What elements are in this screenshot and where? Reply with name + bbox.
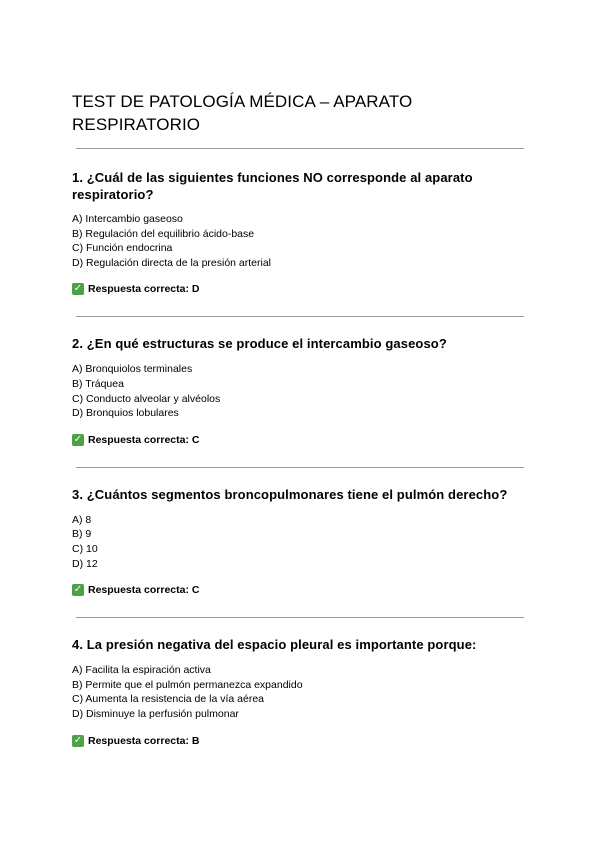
answer-text: Respuesta correcta: D <box>88 283 200 296</box>
option-c: C) Función endocrina <box>72 242 173 255</box>
divider <box>76 316 524 317</box>
question-text: 3. ¿Cuántos segmentos broncopulmonares tiene el pulmón derecho? <box>72 486 508 502</box>
option-b: B) Tráquea <box>72 377 124 390</box>
option-c: C) Aumenta la resistencia de la vía aérea <box>72 693 265 706</box>
correct-answer <box>72 282 524 296</box>
option-b: B) 9 <box>72 528 92 541</box>
check-mark-icon: ✓ <box>73 433 83 445</box>
answer-text: Respuesta correcta: C <box>88 433 200 446</box>
option-a: A) 8 <box>72 513 92 526</box>
question-block <box>72 169 524 296</box>
question-text: 4. La presión negativa del espacio pleural es importante porque: <box>72 637 477 653</box>
option-d: D) Regulación directa de la presión arterial <box>72 256 272 269</box>
question-block <box>72 335 524 446</box>
answer-text: Respuesta correcta: C <box>88 584 200 597</box>
divider <box>76 617 524 618</box>
check-mark-icon: ✓ <box>73 734 83 746</box>
answer-text: Respuesta correcta: B <box>88 734 200 747</box>
correct-answer <box>72 433 524 447</box>
option-c: C) 10 <box>72 542 98 555</box>
option-b: B) Permite que el pulmón permanezca expandido <box>72 678 303 691</box>
document-page <box>72 90 524 748</box>
divider <box>76 148 524 149</box>
question-block <box>72 486 524 597</box>
options-list <box>72 663 524 721</box>
option-b: B) Regulación del equilibrio ácido-base <box>72 227 255 240</box>
check-mark-icon: ✓ <box>73 283 83 295</box>
options-list <box>72 513 524 571</box>
options-list <box>72 362 524 420</box>
question-text: 2. ¿En qué estructuras se produce el intercambio gaseoso? <box>72 336 447 352</box>
option-a: A) Bronquiolos terminales <box>72 363 193 376</box>
option-a: A) Facilita la espiración activa <box>72 664 211 677</box>
option-d: D) 12 <box>72 557 98 570</box>
divider <box>76 467 524 468</box>
options-list <box>72 212 524 270</box>
correct-answer <box>72 734 524 748</box>
question-text: 1. ¿Cuál de las siguientes funciones NO corresponde al aparato respiratorio? <box>72 170 473 202</box>
option-d: D) Bronquios lobulares <box>72 407 179 420</box>
question-block <box>72 636 524 747</box>
correct-answer <box>72 583 524 597</box>
page-title: TEST DE PATOLOGÍA MÉDICA – APARATO RESPIRATORIO <box>72 92 413 134</box>
option-c: C) Conducto alveolar y alvéolos <box>72 392 221 405</box>
option-a: A) Intercambio gaseoso <box>72 213 183 225</box>
check-mark-icon: ✓ <box>73 584 83 596</box>
option-d: D) Disminuye la perfusión pulmonar <box>72 707 239 720</box>
